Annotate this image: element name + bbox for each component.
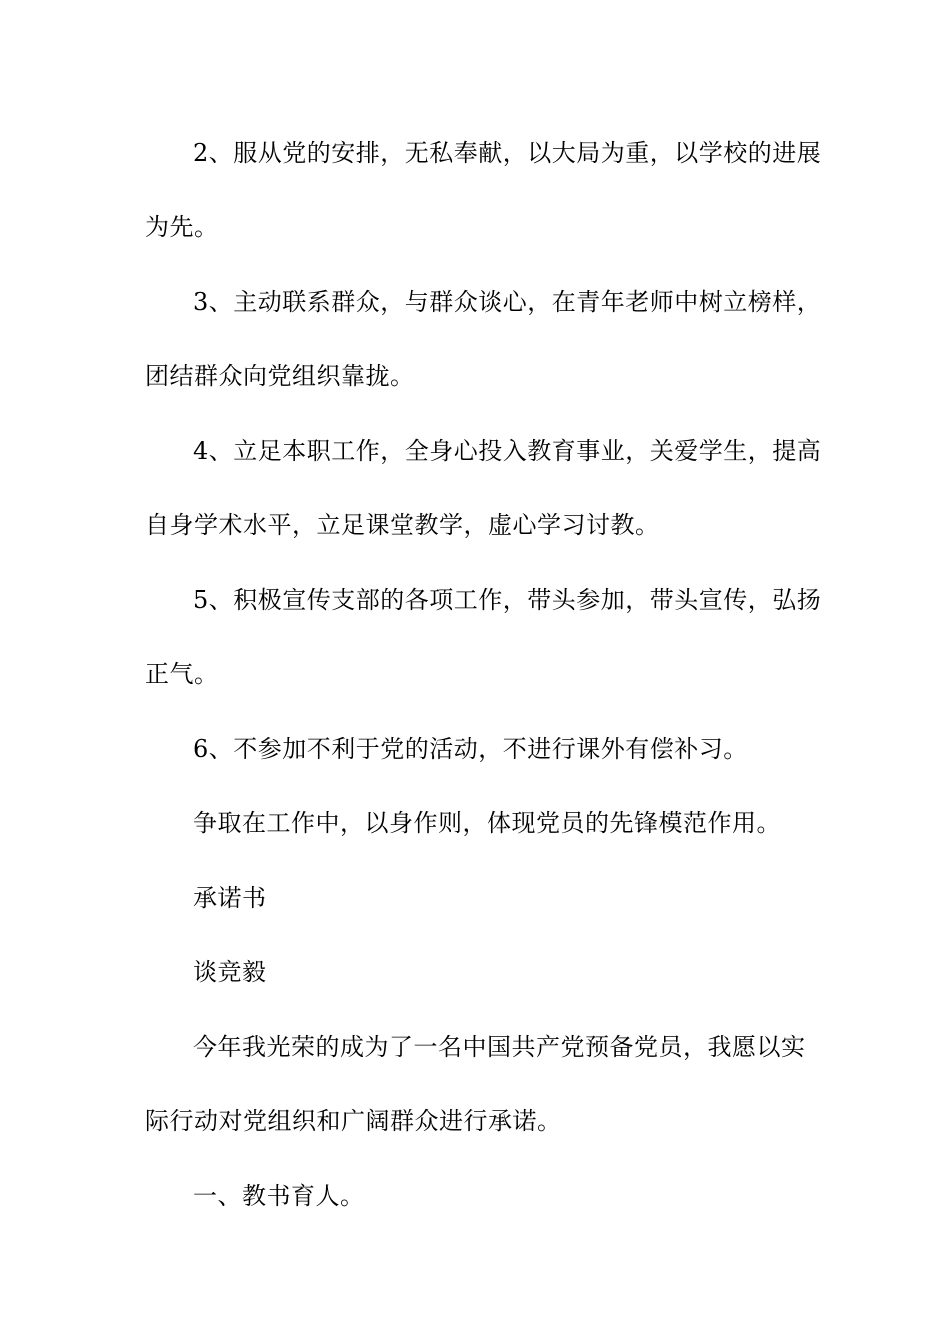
paragraph-line: 4、立足本职工作，全身心投入教育事业，关爱学生，提高 <box>193 437 822 465</box>
paragraph-line: 6、不参加不利于党的活动，不进行课外有偿补习。 <box>193 735 748 763</box>
author-name: 谈竞毅 <box>193 958 267 986</box>
section-title: 承诺书 <box>193 884 267 912</box>
paragraph-line: 际行动对党组织和广阔群众进行承诺。 <box>145 1107 562 1135</box>
subsection-heading: 一、教书育人。 <box>193 1182 365 1210</box>
paragraph-line: 今年我光荣的成为了一名中国共产党预备党员，我愿以实 <box>193 1033 806 1061</box>
paragraph-line: 正气。 <box>145 660 219 688</box>
paragraph-line: 5、积极宣传支部的各项工作，带头参加，带头宣传，弘扬 <box>193 586 822 614</box>
paragraph-line: 团结群众向党组织靠拢。 <box>145 362 415 390</box>
paragraph-line: 争取在工作中，以身作则，体现党员的先锋模范作用。 <box>193 809 781 837</box>
paragraph-line: 3、主动联系群众，与群众谈心，在青年老师中树立榜样， <box>193 288 822 316</box>
paragraph-line: 2、服从党的安排，无私奉献，以大局为重，以学校的进展 <box>193 139 822 167</box>
paragraph-line: 为先。 <box>145 213 219 241</box>
paragraph-line: 自身学术水平，立足课堂教学，虚心学习讨教。 <box>145 511 660 539</box>
